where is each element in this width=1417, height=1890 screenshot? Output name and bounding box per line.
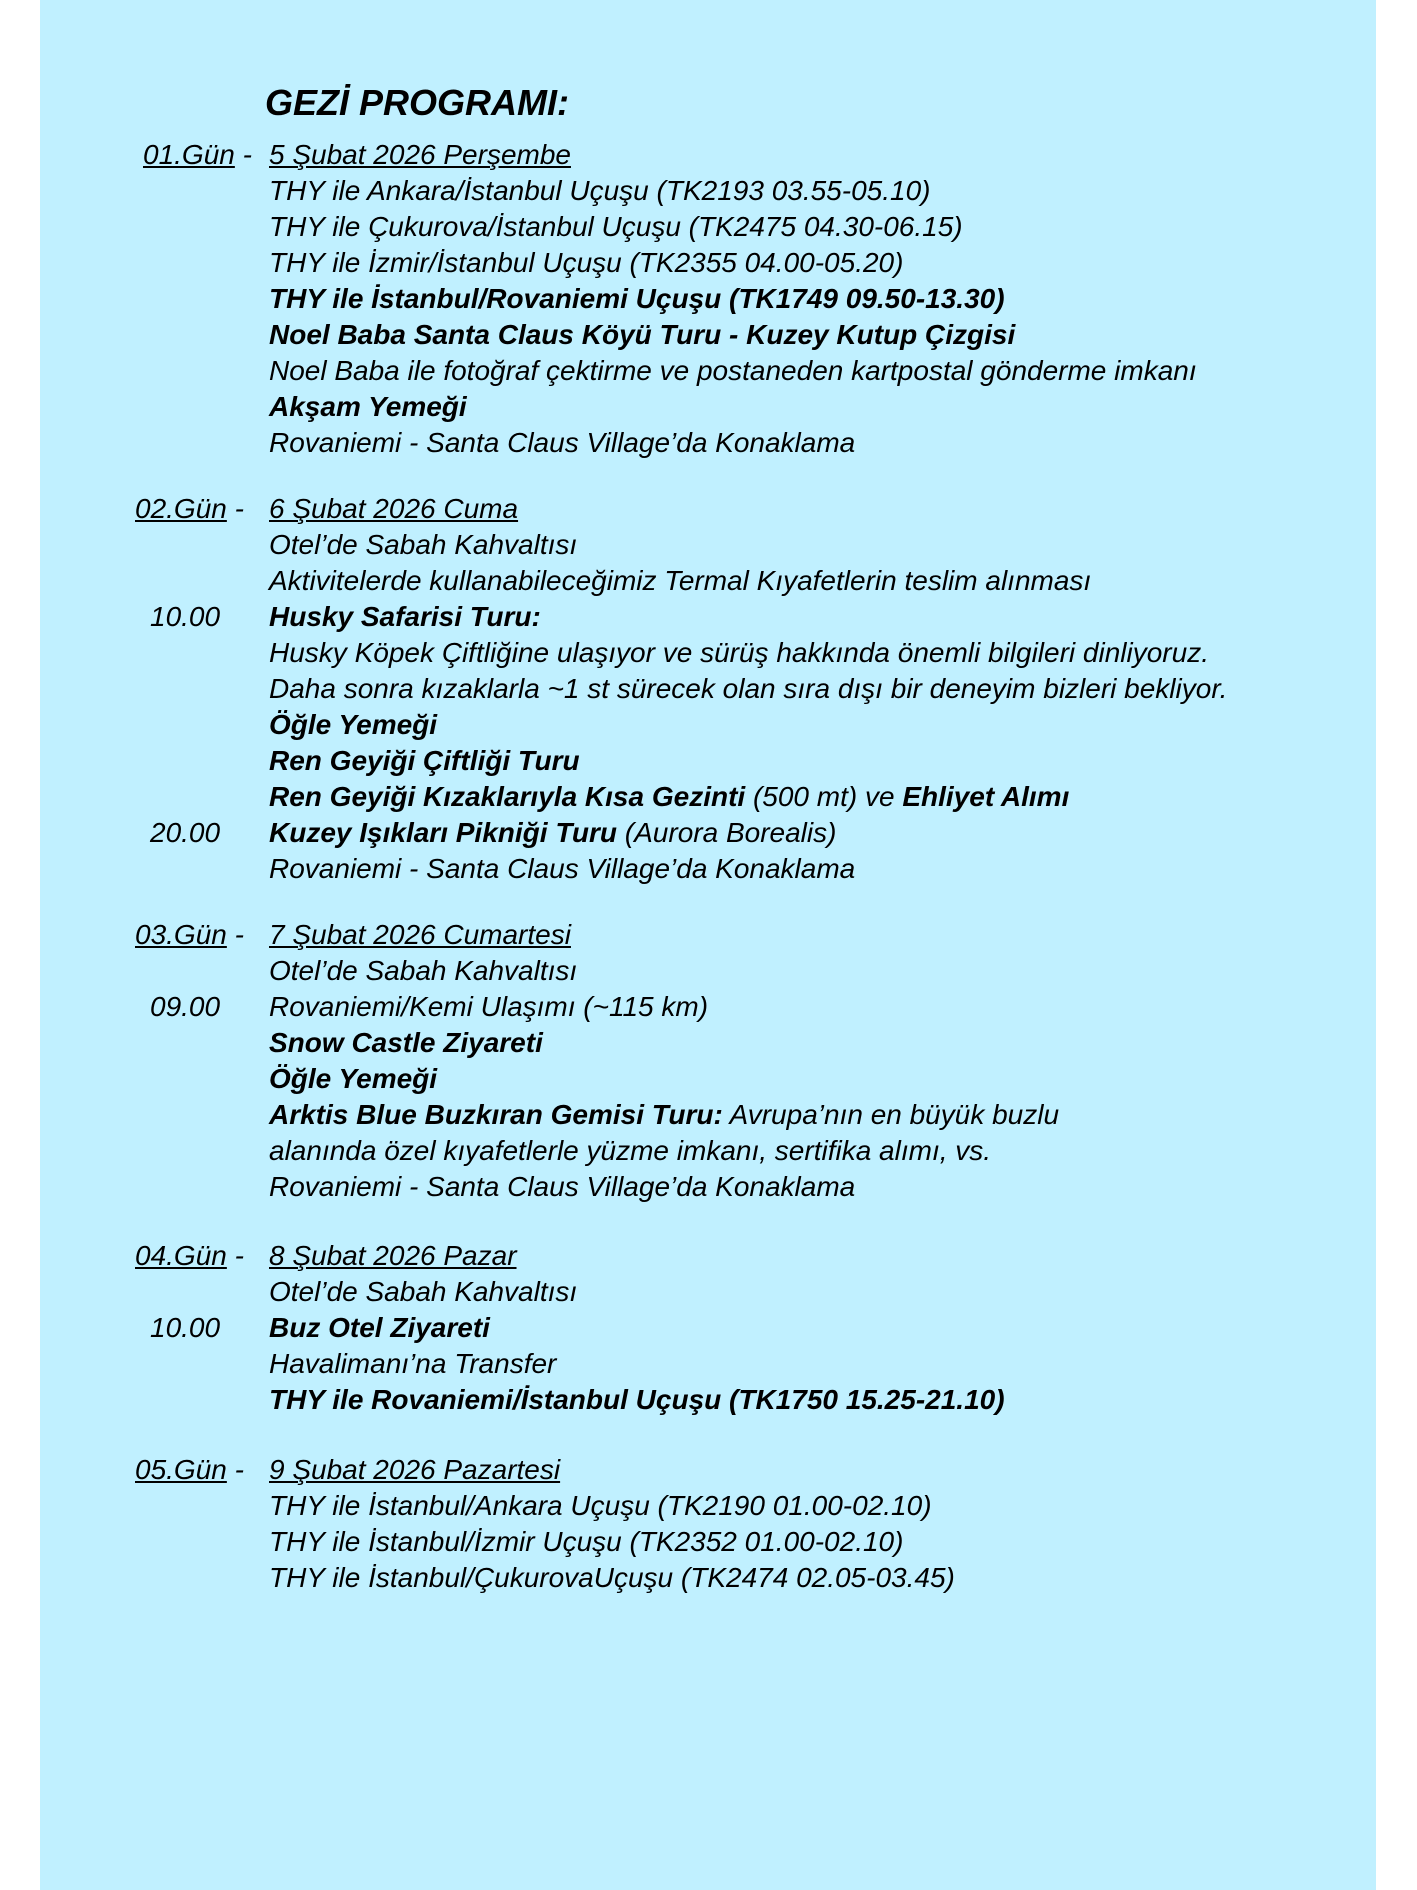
schedule-item: [0, 989, 1417, 1025]
day-separator: -: [226, 1454, 244, 1485]
day-date: 7 Şubat 2026 Cumartesi: [269, 919, 571, 950]
day-separator: -: [226, 1240, 244, 1271]
schedule-text: Noel Baba ile fotoğraf çektirme ve postaneden kartpostal gönderme imkanı: [269, 355, 1197, 386]
schedule-item: [0, 953, 1417, 989]
schedule-item: [0, 671, 1417, 707]
schedule-highlight: Ren Geyiği Çiftliği Turu: [269, 745, 580, 776]
page-title: GEZİ PROGRAMI:: [265, 82, 569, 123]
schedule-text: THY ile Çukurova/İstanbul Uçuşu (TK2475 04.30-06.15): [269, 211, 963, 242]
schedule-highlight: Ren Geyiği Kızaklarıyla Kısa Gezinti: [269, 781, 746, 812]
day-block: [0, 137, 1417, 461]
schedule-highlight: Akşam Yemeği: [269, 391, 467, 422]
schedule-item: [0, 527, 1417, 563]
schedule-highlight: Öğle Yemeği: [269, 1063, 438, 1094]
schedule-item: [0, 209, 1417, 245]
schedule-text: THY ile İstanbul/ÇukurovaUçuşu (TK2474 02.05-03.45): [269, 1562, 955, 1593]
schedule-item: [0, 707, 1417, 743]
schedule-highlight: Ehliyet Alımı: [902, 781, 1070, 812]
schedule-text: Aktivitelerde kullanabileceğimiz Termal Kıyafetlerin teslim alınması: [269, 565, 1092, 596]
schedule-text: Daha sonra kızaklarla ~1 st sürecek olan sıra dışı bir deneyim bizleri bekliyor.: [269, 673, 1228, 704]
schedule-text: Rovaniemi/Kemi Ulaşımı (~115 km): [269, 991, 709, 1022]
schedule-time: 09.00: [150, 991, 221, 1022]
day-date: 9 Şubat 2026 Pazartesi: [269, 1454, 561, 1485]
schedule-item: [0, 1382, 1417, 1418]
schedule-text: (500 mt) ve: [745, 781, 903, 812]
schedule-highlight: Snow Castle Ziyareti: [269, 1027, 543, 1058]
schedule-item: [0, 1488, 1417, 1524]
day-label: 04.Gün: [135, 1240, 227, 1271]
schedule-time: 10.00: [150, 601, 221, 632]
schedule-text: Rovaniemi - Santa Claus Village’da Konaklama: [269, 427, 856, 458]
day-date: 6 Şubat 2026 Cuma: [269, 493, 519, 524]
schedule-text: Rovaniemi - Santa Claus Village’da Konaklama: [269, 853, 856, 884]
schedule-text: THY ile Ankara/İstanbul Uçuşu (TK2193 03.55-05.10): [269, 175, 931, 206]
schedule-item: [0, 1133, 1417, 1169]
schedule-highlight: Arktis Blue Buzkıran Gemisi Turu:: [269, 1099, 723, 1130]
day-label: 02.Gün: [135, 493, 227, 524]
day-block: [0, 1452, 1417, 1596]
schedule-text: Havalimanı’na Transfer: [269, 1348, 557, 1379]
schedule-text: Husky Köpek Çiftliğine ulaşıyor ve sürüş hakkında önemli bilgileri dinliyoruz.: [269, 637, 1209, 668]
day-label: 03.Gün: [135, 919, 227, 950]
day-header: [0, 137, 1417, 173]
schedule-item: [0, 1274, 1417, 1310]
schedule-item: [0, 599, 1417, 635]
day-separator: -: [234, 139, 252, 170]
schedule-text: Otel’de Sabah Kahvaltısı: [269, 955, 578, 986]
schedule-highlight: Öğle Yemeği: [269, 709, 438, 740]
schedule-time: 10.00: [150, 1312, 221, 1343]
schedule-highlight: THY ile İstanbul/Rovaniemi Uçuşu (TK1749 09.50-13.30): [269, 283, 1005, 314]
schedule-highlight: THY ile Rovaniemi/İstanbul Uçuşu (TK1750 15.25-21.10): [269, 1384, 1005, 1415]
schedule-item: [0, 1169, 1417, 1205]
schedule-item: [0, 389, 1417, 425]
schedule-text: THY ile İzmir/İstanbul Uçuşu (TK2355 04.00-05.20): [269, 247, 904, 278]
day-separator: -: [226, 919, 244, 950]
schedule-item: [0, 815, 1417, 851]
day-header: [0, 1452, 1417, 1488]
schedule-text: alanında özel kıyafetlerle yüzme imkanı, sertifika alımı, vs.: [269, 1135, 992, 1166]
schedule-item: [0, 851, 1417, 887]
schedule-item: [0, 1310, 1417, 1346]
day-label: 05.Gün: [135, 1454, 227, 1485]
schedule-text: Rovaniemi - Santa Claus Village’da Konaklama: [269, 1171, 856, 1202]
schedule-item: [0, 563, 1417, 599]
schedule-item: [0, 1346, 1417, 1382]
schedule-item: [0, 635, 1417, 671]
schedule-item: [0, 1061, 1417, 1097]
day-separator: -: [226, 493, 244, 524]
day-block: [0, 1238, 1417, 1418]
schedule-item: [0, 281, 1417, 317]
day-label: 01.Gün: [143, 139, 235, 170]
schedule-text: Avrupa’nın en büyük buzlu: [722, 1099, 1060, 1130]
schedule-item: [0, 173, 1417, 209]
schedule-highlight: Buz Otel Ziyareti: [269, 1312, 490, 1343]
day-date: 8 Şubat 2026 Pazar: [269, 1240, 517, 1271]
schedule-item: [0, 1560, 1417, 1596]
schedule-item: [0, 1524, 1417, 1560]
schedule-item: [0, 1025, 1417, 1061]
schedule-highlight: Kuzey Işıkları Pikniği Turu: [269, 817, 618, 848]
day-header: [0, 1238, 1417, 1274]
day-header: [0, 917, 1417, 953]
schedule-text: Otel’de Sabah Kahvaltısı: [269, 1276, 578, 1307]
schedule-item: [0, 353, 1417, 389]
schedule-highlight: Noel Baba Santa Claus Köyü Turu - Kuzey Kutup Çizgisi: [269, 319, 1016, 350]
schedule-item: [0, 1097, 1417, 1133]
schedule-text: (Aurora Borealis): [617, 817, 837, 848]
schedule-time: 20.00: [150, 817, 221, 848]
schedule-item: [0, 317, 1417, 353]
day-block: [0, 491, 1417, 887]
schedule-item: [0, 779, 1417, 815]
schedule-text: Otel’de Sabah Kahvaltısı: [269, 529, 578, 560]
schedule-item: [0, 245, 1417, 281]
day-block: [0, 917, 1417, 1205]
day-header: [0, 491, 1417, 527]
day-date: 5 Şubat 2026 Perşembe: [269, 139, 571, 170]
schedule-text: THY ile İstanbul/Ankara Uçuşu (TK2190 01.00-02.10): [269, 1490, 932, 1521]
schedule-item: [0, 425, 1417, 461]
schedule-item: [0, 743, 1417, 779]
schedule-text: THY ile İstanbul/İzmir Uçuşu (TK2352 01.00-02.10): [269, 1526, 904, 1557]
schedule-highlight: Husky Safarisi Turu:: [269, 601, 541, 632]
